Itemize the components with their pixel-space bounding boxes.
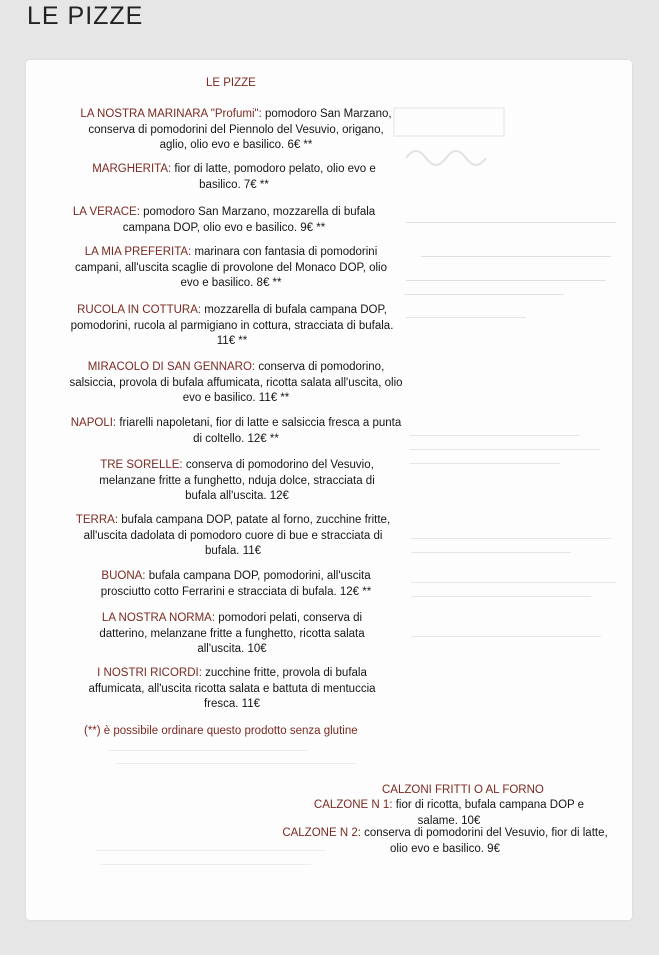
menu-item-name: LA MIA PREFERITA: bbox=[84, 246, 192, 258]
menu-item-name: MARGHERITA: bbox=[92, 163, 172, 175]
menu-item-description: conserva di pomodorino, salsiccia, provola di bufala affumicata, ricotta salata all'uscita, olio evo e basilico. 11€ ** bbox=[69, 361, 403, 404]
menu-item bbox=[74, 513, 392, 560]
calzone-item bbox=[280, 826, 610, 857]
menu-item bbox=[78, 107, 394, 154]
menu-item bbox=[66, 360, 406, 407]
menu-item-description: pomodoro San Marzano, conserva di pomodorini del Piennolo del Vesuvio, origano, aglio, olio evo e basilico. 6€ ** bbox=[88, 108, 392, 151]
menu-item-name: BUONA: bbox=[101, 570, 146, 582]
calzone-item bbox=[294, 798, 604, 829]
menu-item bbox=[82, 458, 392, 505]
menu-item bbox=[62, 303, 402, 350]
menu-item-name: LA VERACE: bbox=[72, 206, 140, 218]
menu-item bbox=[66, 205, 382, 236]
menu-item-name: I NOSTRI RICORDI: bbox=[97, 667, 202, 679]
menu-item-description: fior di latte, pomodoro pelato, olio evo e basilico. 7€ ** bbox=[174, 163, 376, 191]
menu-item bbox=[66, 245, 396, 292]
menu-item-name: LA NOSTRA MARINARA "Profumi": bbox=[80, 108, 262, 120]
menu-item bbox=[66, 416, 406, 447]
menu-photo bbox=[26, 60, 632, 920]
menu-item-name: LA NOSTRA NORMA: bbox=[101, 612, 216, 624]
calzone-item-name: CALZONE N 1: bbox=[313, 799, 393, 811]
gluten-note: (**) è possibile ordinare questo prodotto senza glutine bbox=[84, 725, 358, 737]
calzoni-section-title: CALZONI FRITTI O AL FORNO bbox=[382, 784, 544, 796]
menu-item-description: pomodoro San Marzano, mozzarella di bufala campana DOP, olio evo e basilico. 9€ ** bbox=[122, 206, 376, 234]
calzone-item-name: CALZONE N 2: bbox=[282, 827, 361, 839]
menu-item bbox=[74, 162, 394, 193]
menu-section-title: LE PIZZE bbox=[206, 77, 256, 89]
menu-item-description: conserva di pomodorino del Vesuvio, melanzane fritte a funghetto, nduja dolce, stracciata di bufala all'uscita. 12€ bbox=[99, 459, 375, 502]
menu-item-name: NAPOLI: bbox=[70, 417, 117, 429]
menu-item-name: TERRA: bbox=[75, 514, 119, 526]
menu-item bbox=[78, 569, 394, 600]
menu-item-name: MIRACOLO DI SAN GENNARO: bbox=[87, 361, 256, 373]
menu-item-description: mozzarella di bufala campana DOP, pomodorini, rucola al parmigiano in cottura, stracciata di bufala. 11€ ** bbox=[70, 304, 394, 347]
menu-item-description: marinara con fantasia di pomodorini campani, all'uscita scaglie di provolone del Monaco DOP, olio evo e basilico. 8€ ** bbox=[74, 246, 388, 289]
page-title: LE PIZZE bbox=[27, 2, 144, 30]
menu-item-description: zucchine fritte, provola di bufala affumicata, all'uscita ricotta salata e battuta di mentuccia fresca. 11€ bbox=[88, 667, 376, 710]
menu-item-description: bufala campana DOP, patate al forno, zucchine fritte, all'uscita dadolata di pomodoro cuore di bue e stracciata di bufala. 11€ bbox=[83, 514, 391, 557]
calzone-item-description: conserva di pomodorini del Vesuvio, fior di latte, olio evo e basilico. 9€ bbox=[364, 827, 608, 855]
menu-item-name: RUCOLA IN COTTURA: bbox=[77, 304, 202, 316]
menu-item bbox=[74, 666, 390, 713]
menu-item-description: pomodori pelati, conserva di datterino, melanzane fritte a funghetto, ricotta salata all'uscita. 10€ bbox=[99, 612, 365, 655]
menu-item bbox=[82, 611, 382, 658]
menu-item-description: friarelli napoletani, fior di latte e salsiccia fresca a punta di coltello. 12€ ** bbox=[119, 417, 402, 445]
menu-item-name: TRE SORELLE: bbox=[100, 459, 183, 471]
calzone-item-description: fior di ricotta, bufala campana DOP e salame. 10€ bbox=[395, 799, 585, 827]
bleed-through-logo bbox=[376, 88, 496, 188]
menu-item-description: bufala campana DOP, pomodorini, all'uscita prosciutto cotto Ferrarini e stracciata di bufala. 12€ ** bbox=[100, 570, 372, 598]
